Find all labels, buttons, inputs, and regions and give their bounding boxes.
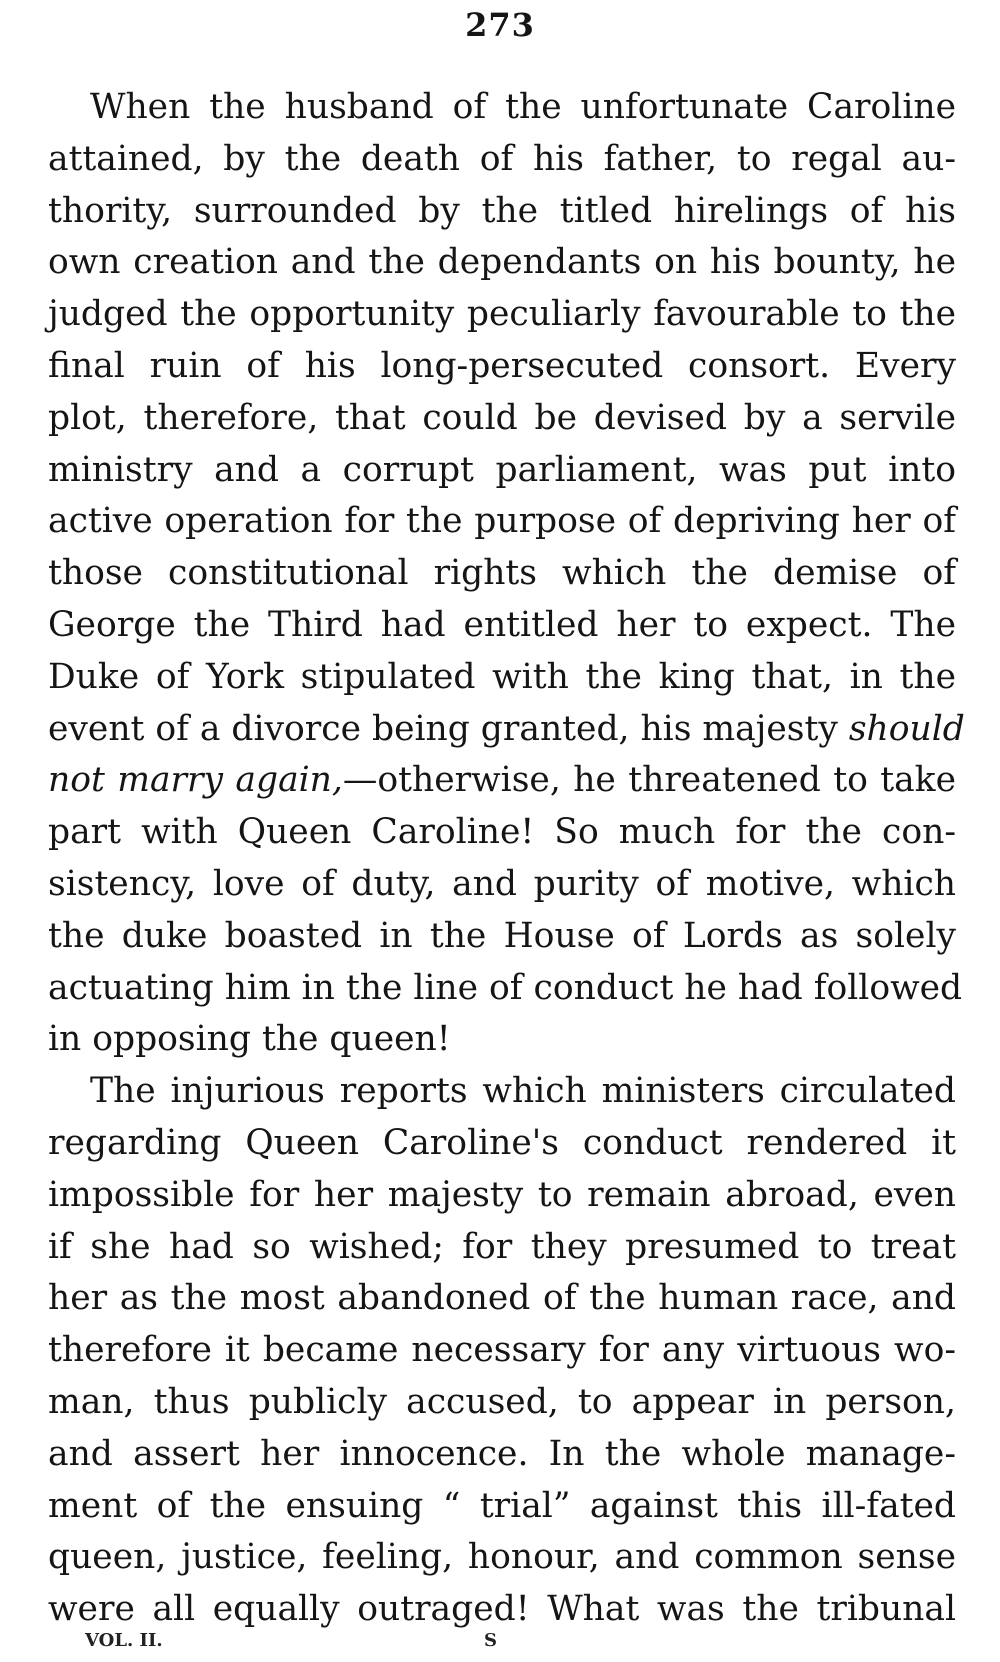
text-line: actuating him in the line of conduct he had followed <box>48 967 963 1008</box>
text-line: and assert her innocence. In the whole manage- <box>48 1433 956 1474</box>
text-line: sistency, love of duty, and purity of motive, which <box>48 863 956 904</box>
text-line: judged the opportunity peculiarly favourable to the <box>48 294 956 335</box>
volume-mark: VOL. II. <box>85 1630 163 1651</box>
text-line: own creation and the dependants on his bounty, he <box>48 242 956 283</box>
text-line: thority, surrounded by the titled hirelings of his <box>48 190 956 231</box>
body-text <box>48 82 965 1636</box>
text-line: queen, justice, feeling, honour, and common sense <box>48 1537 956 1578</box>
text-line: Duke of York stipulated with the king that, in the <box>48 656 956 697</box>
line-text: event of a divorce being granted, his majesty <box>48 708 849 749</box>
text-line: man, thus publicly accused, to appear in person, <box>48 1381 956 1422</box>
text-line: impossible for her majesty to remain abroad, even <box>48 1174 956 1215</box>
page-number: 273 <box>465 6 535 44</box>
text-line: ministry and a corrupt parliament, was put into <box>48 449 956 490</box>
signature-mark <box>0 1630 1000 1662</box>
text-line: part with Queen Caroline! So much for the con- <box>48 812 956 853</box>
text-line: if she had so wished; for they presumed to treat <box>48 1226 956 1267</box>
text-line: were all equally outraged! What was the tribunal <box>48 1589 956 1630</box>
italic-text: should <box>848 708 965 749</box>
text-line: those constitutional rights which the demise of <box>48 553 956 594</box>
text-line: in opposing the queen! <box>48 1019 451 1060</box>
text-line: her as the most abandoned of the human race, and <box>48 1278 956 1319</box>
text-line: When the husband of the unfortunate Caroline <box>90 87 956 127</box>
text-line: regarding Queen Caroline's conduct rendered it <box>48 1122 956 1163</box>
text-line: active operation for the purpose of depriving her of <box>48 501 956 542</box>
italic-text: not marry again, <box>48 760 343 801</box>
text-line: attained, by the death of his father, to regal au- <box>48 138 956 179</box>
text-line: plot, therefore, that could be devised by a servile <box>48 397 956 438</box>
text-line: ment of the ensuing “ trial” against this ill-fated <box>48 1485 956 1526</box>
text-line: the duke boasted in the House of Lords as solely <box>48 915 956 956</box>
gathering-letter: S <box>484 1630 497 1651</box>
text-line <box>48 755 956 807</box>
line-text: —otherwise, he threatened to take <box>342 760 956 801</box>
text-line: therefore it became necessary for any virtuous wo- <box>48 1330 956 1371</box>
text-line: The injurious reports which ministers circulated <box>90 1071 956 1112</box>
text-line: final ruin of his long-persecuted consort. Every <box>48 345 956 386</box>
text-line <box>48 704 965 756</box>
text-line: George the Third had entitled her to expect. The <box>48 604 956 645</box>
